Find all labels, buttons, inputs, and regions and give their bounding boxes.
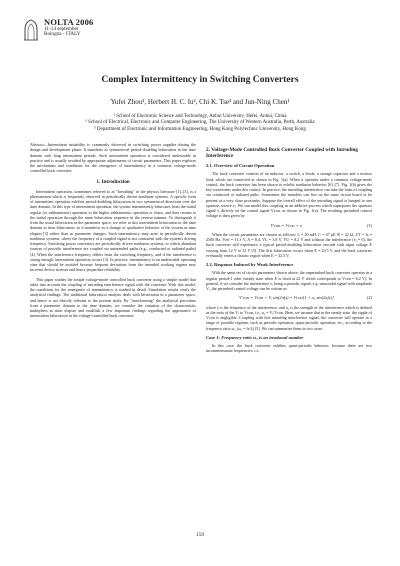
section-2-1-paragraph-1: The buck converter consists of an inductor, a switch, a diode, a storage capacitor and a resistor load, which are connected as shown in Fig. 1(a). When it operates under a common voltage-mode control, the buck converter has been shown to exhibit nonlinear behavior [6]–[7]. Fig. 1(b) gives the key waveforms under this control. In practice, the intruding interference can take the form of coupling via conducted or radiated paths. Sometimes the intruders can live on the same circuit board or be present at a very close proximity. Suppose the overall effect of the intruding signal is lumped to one spurious source vᵢ. We can model this coupling as an additive process which superposes the spurious signal vᵢ directly on the control signal Vcon, as shown in Fig. 1(a). The resulting perturbed control voltage is then given by [206, 171, 372, 219]
affiliation-2: ² School of Electrical, Electronic and Computer Engineering, The University of Western Australia, Perth, Australia [85, 120, 315, 126]
intro-paragraph-1: Intermittent operation, sometimes referred to as "breathing" in the physics literature [1]–[3], is a phenomenon which is frequently observed in periodically driven nonlinear systems. A specific form of intermittent operation exhibits period-doubling bifurcation in two symmetrical directions over the time domain. In this type of intermittent operation, the system intermittently bifurcates from the initial regular (or subharmonic) operation to the higher subharmonic operation or chaos, and then returns to the initial operation through the same bifurcation sequence in the reverse manner. To distinguish it from the usual bifurcation in the parameter space, we refer to this intermittent bifurcation in the time domain as time bifurcation, as it manifests as a change of qualitative behavior of the system as time elapses [3] rather than as parameter changes. Such intermittency may arise in periodically driven nonlinear systems, where the frequency of a coupled signal is not consistent with the system's driving frequency. Switching power converters are periodically driven nonlinear systems, to which abundant sources of periodic interference are coupled via unintended paths (e.g., conducted or radiated paths) [4]. When the interference frequency differs from the switching frequency, and if the interference is strong enough, intermittent operation occurs [3]. In practice, intermittency is an undesirable operating state that should be avoided because frequent deviations from the intended working regime may increase device stresses and hence jeopardize reliability. [30, 188, 196, 273]
intro-paragraph-2: This paper studies the simple voltage-mode controlled buck converter using a simple model that takes into account the coupling of intruding interference signal with the converter. With this model, the conditions for the emergence of intermittency is studied in detail. Simulation results verify the analytical findings. The traditional bifurcation analysis deals with bifurcation in a parameter space, and hence is not directly relevant to the present study. By "transforming" the analytical procedure from a parameter domain to the time domain, we consider the variation of the characteristic multipliers as time elapses and establish a few important findings regarding the appearance of intermittent bifurcation in the voltage-controlled buck converter. [30, 276, 196, 319]
affiliation-3: ³ Department of Electronic and Information Engineering, Hong Kong Polytechnic University, Hong Kong [94, 126, 306, 132]
section-1-heading: 1. Introduction [96, 178, 130, 185]
section-2-1-paragraph-2: When the circuit parameters are chosen as follows: L = 20 mH, C = 47 μF, R = 22 Ω, 1/T = fs = 2500 Hz, Vref = 11.3 V, A = 8.4, VL = 3.8 V, VU = 8.2 V and without the interference (vᵢ = 0), the buck converter will experience a typical period-doubling bifurcation cascade with input voltage E varying from 12 V to 33 V [5]. The first bifurcation occurs when E = 24.5 V, and the buck converter eventually enters a chaotic region when E = 32.3 V. [206, 231, 372, 258]
section-2-2-paragraph-2: where fᵢ is the frequency of the interference, and a₁ is the strength of the interference which is defined as the ratio of the Vᵢ to Vcon, i.e., a₁ = Vᵢ/Vcon. Here, we assume that in the steady state, the ripple of Vcon is negligible. Coupling with this intruding interference signal, the converter will operate in a range of possible regimes, such as periodic operation, quasi-periodic operation, etc., according to the frequency ratio ω₁ (ω₁ = fs/fᵢ) [5]. We can summarize them in two cases. [206, 304, 372, 331]
equation-2-number: (2) [366, 295, 372, 301]
nolta-logo-icon [22, 18, 40, 42]
conference-location: Bologna - ITALY [44, 31, 81, 38]
equation-2-body: V'con = Vcon + Vᵢ sin(2πfᵢt) = Vcon[1 + a₁ sin(2πfᵢt)] [239, 295, 334, 301]
equation-2 [206, 295, 372, 300]
right-column [206, 142, 372, 358]
section-2-2-paragraph-1: With the same set of circuit parameters shown above, the unperturbed buck converter operates in a regular period-1 orbit (steady state when E is fixed at 22 V which corresponds to Vcon = 6.2 V). In general, if we consider the interference vᵢ being a periodic signal, e.g. sinusoidal signal with amplitude Vᵢ, the perturbed control voltage can be written as [206, 270, 372, 291]
paper-authors: Yufei Zhou¹, Herbert H. C. Iu², Chi K. Tse³ and Jun-Ning Chen¹ [110, 98, 290, 106]
conference-name: NOLTA 2006 [44, 17, 94, 27]
conference-dates: 11-14 september [44, 25, 79, 32]
paper-affiliations [0, 114, 400, 133]
paper-title: Complex Intermittency in Switching Converters [101, 74, 299, 85]
abstract: Abstract—Intermittent instability is commonly observed in switching power supplies during the design and development phase. It manifests as symmetrical period-doubling bifurcation in the time domain with long intermittent periods. Such intermittent operation is considered undesirable in practice and is usually avoided by appropriate adjustments of circuit parameters. This paper explores the mechanism and conditions for the emergence of intermittency in a common voltage-mode controlled buck converter. [30, 142, 196, 174]
section-2-1-heading: 2.1. Overview of Circuit Operation [206, 163, 275, 168]
equation-1-body: V'con = Vcon + vᵢ [270, 222, 303, 228]
case-1-heading: Case 1: Frequency ratio ω₁ is an irrational number [206, 334, 304, 340]
conference-info [44, 18, 93, 38]
case-1-paragraph: In this case, the buck converter exhibits quasi-periodic behavior, because there are two incommensurate frequencies, i.e., [206, 343, 372, 354]
left-column [30, 142, 196, 323]
section-2-2-heading: 2.2. Response Induced by Weak Interference [206, 262, 294, 267]
equation-1-number: (1) [366, 222, 372, 228]
affiliation-1: ¹ School of Electronic Science and Technology, Anhui University, Hefei, Anhui, China [113, 114, 287, 119]
section-2-heading: 2. Voltage-Mode Controlled Buck Converter Coupled with Intruding Interference [206, 147, 358, 159]
equation-1 [206, 223, 372, 228]
page-number: 159 [195, 532, 205, 538]
